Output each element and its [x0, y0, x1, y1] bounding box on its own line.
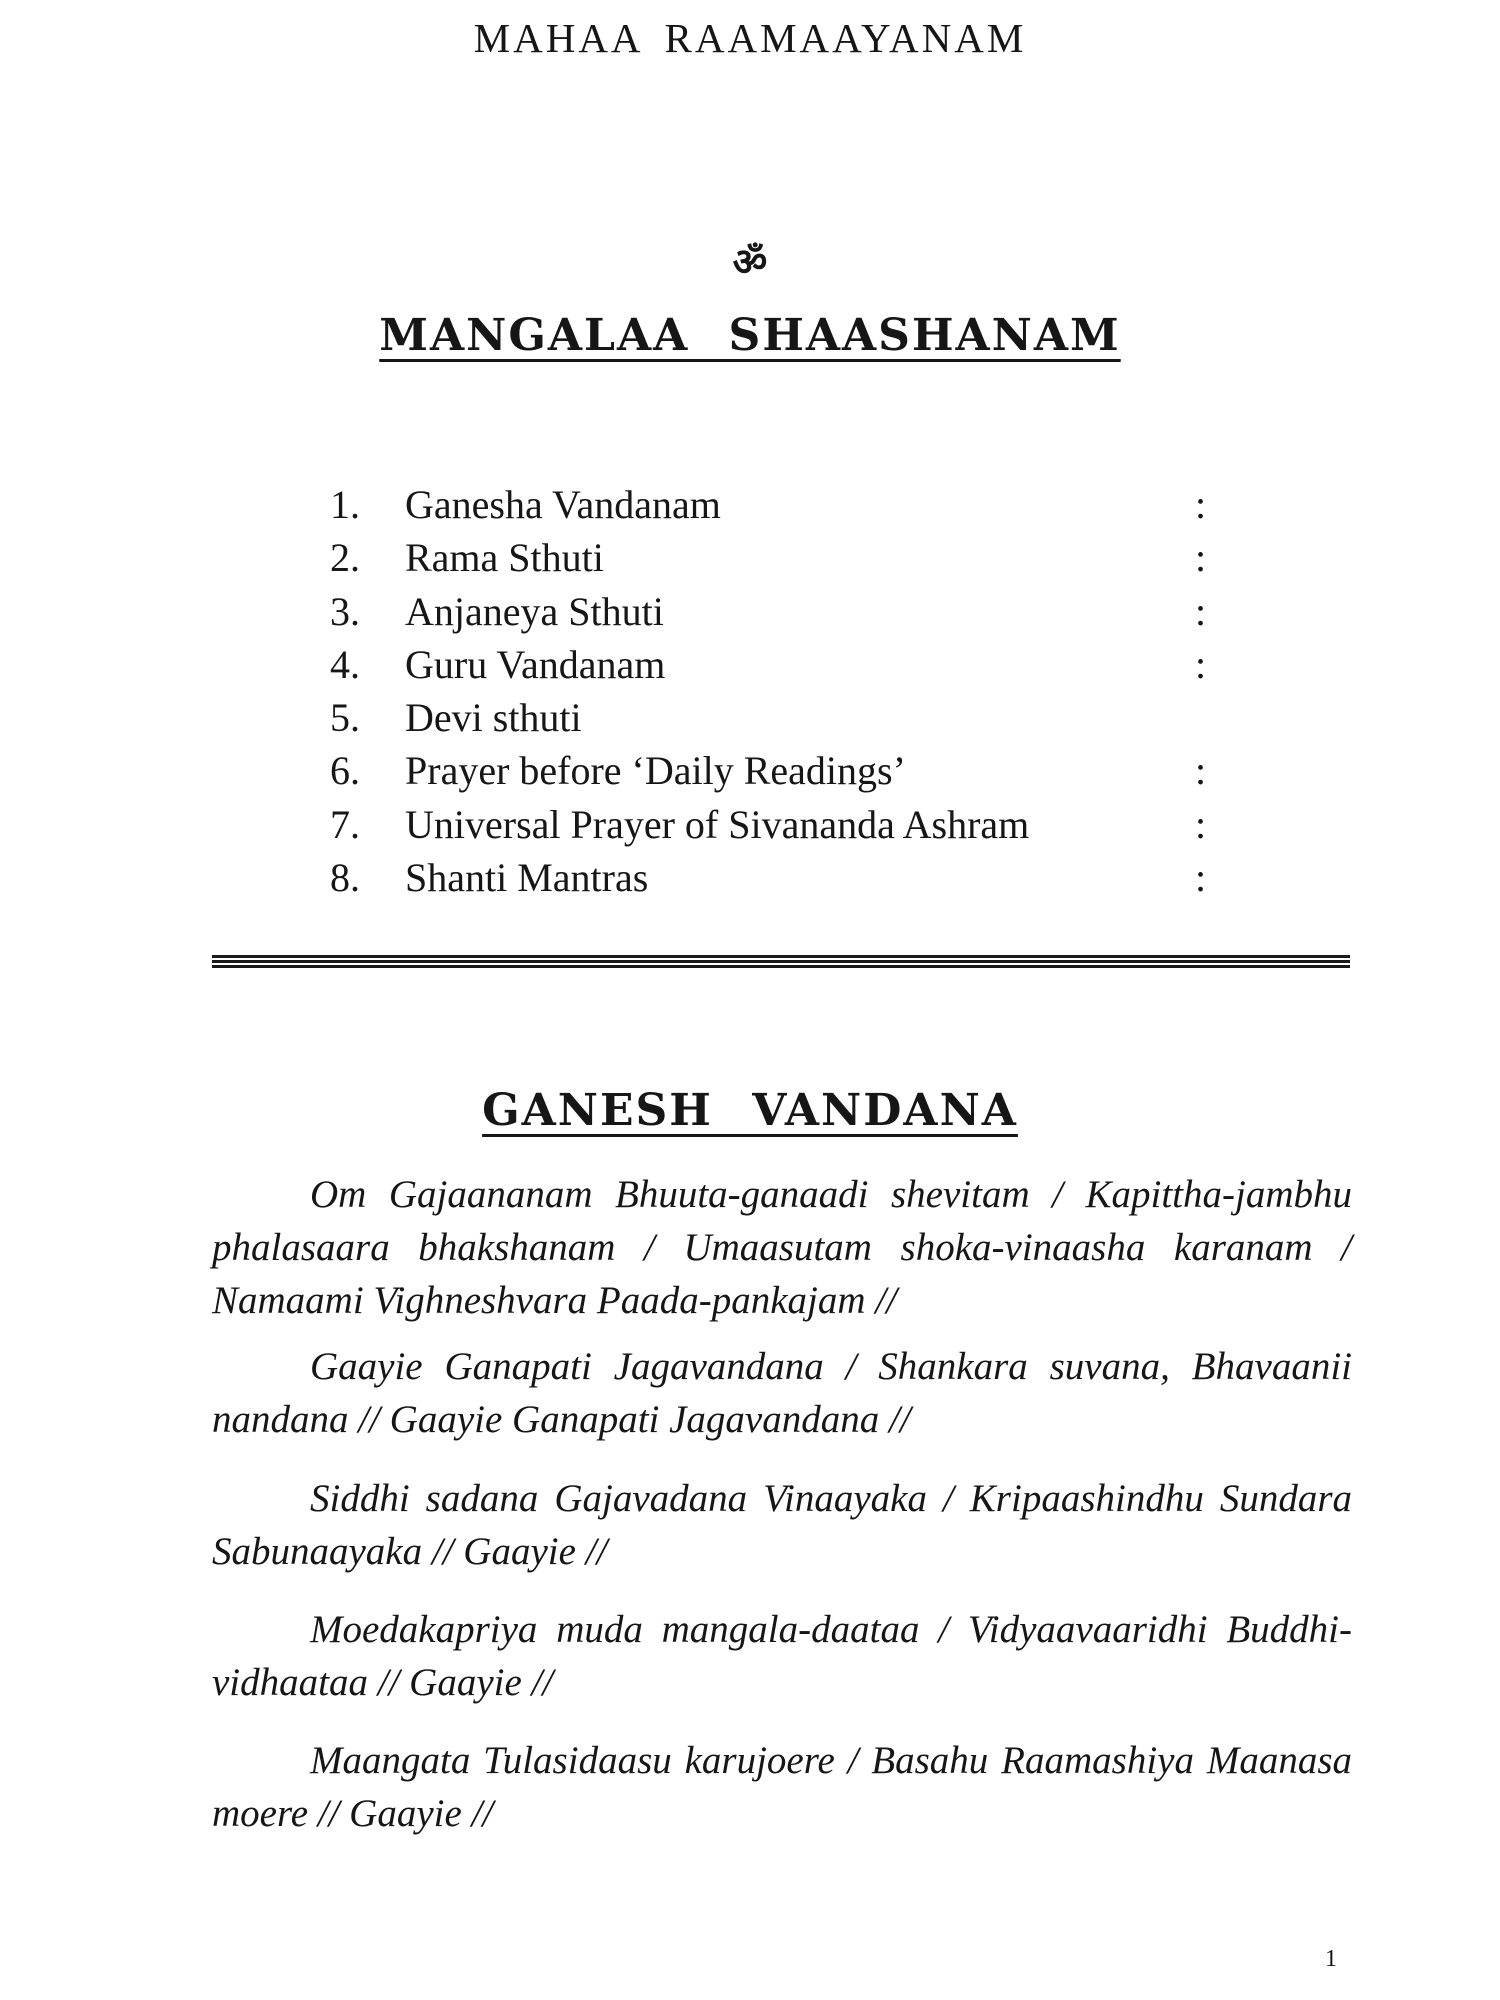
item-colon: :: [1195, 588, 1207, 634]
item-number: 3.: [330, 588, 360, 634]
verse-paragraph: Moedakapriya muda mangala-daataa / Vidyaavaaridhi Buddhi-vidhaataa // Gaayie //: [212, 1608, 1352, 1704]
list-item: [330, 798, 1230, 851]
running-header: MAHAA RAAMAAYANAM: [473, 15, 1027, 61]
section-title-text: GANESH VANDANA: [482, 1085, 1018, 1136]
list-item: [330, 531, 1230, 584]
divider-line: [212, 960, 1350, 963]
item-number: 2.: [330, 535, 360, 581]
item-label: Rama Sthuti: [405, 535, 604, 581]
item-colon: :: [1195, 801, 1207, 847]
section-divider: [212, 955, 1350, 969]
item-number: 5.: [330, 695, 360, 741]
contents-list: [330, 478, 1230, 904]
item-number: 4.: [330, 641, 360, 687]
page-number: 1: [1325, 1946, 1337, 1972]
verse-paragraph: Maangata Tulasidaasu karujoere / Basahu Raamashiya Maanasa moere // Gaayie //: [212, 1739, 1352, 1835]
list-item: [330, 478, 1230, 531]
section-title-ganesh-vandana: [0, 1085, 1500, 1136]
item-label: Anjaneya Sthuti: [405, 588, 664, 634]
item-colon: :: [1195, 855, 1207, 901]
verse-paragraph: Siddhi sadana Gajavadana Vinaayaka / Kripaashindhu Sundara Sabunaayaka // Gaayie //: [212, 1477, 1352, 1573]
section-title-mangalaa-shaashanam: [0, 310, 1500, 361]
item-number: 1.: [330, 482, 360, 527]
om-symbol: ॐ: [732, 242, 768, 284]
section-title-text: MANGALAA SHAASHANAM: [379, 310, 1121, 361]
divider-line: [212, 965, 1350, 968]
divider-line: [212, 955, 1350, 958]
item-label: Shanti Mantras: [405, 855, 649, 901]
item-number: 8.: [330, 855, 360, 901]
item-colon: :: [1195, 535, 1207, 581]
item-label: Ganesha Vandanam: [405, 482, 721, 527]
item-label: Prayer before ‘Daily Readings’: [405, 748, 906, 794]
item-label: Guru Vandanam: [405, 641, 666, 687]
verse-paragraph: Om Gajaananam Bhuuta-ganaadi shevitam / Kapittha-jambhu phalasaara bhakshanam / Umaasutam shoka-vinaasha karanam / Namaami Vighneshvara Paada-pankajam //: [212, 1173, 1352, 1322]
item-label: Devi sthuti: [405, 695, 582, 741]
list-item: [330, 691, 1230, 744]
item-colon: :: [1195, 748, 1207, 794]
verse-paragraph: Gaayie Ganapati Jagavandana / Shankara suvana, Bhavaanii nandana // Gaayie Ganapati Jagavandana //: [212, 1345, 1352, 1441]
item-colon: :: [1195, 482, 1207, 527]
item-number: 6.: [330, 748, 360, 794]
list-item: [330, 851, 1230, 904]
item-number: 7.: [330, 801, 360, 847]
item-label: Universal Prayer of Sivananda Ashram: [405, 801, 1030, 847]
item-colon: :: [1195, 641, 1207, 687]
list-item: [330, 744, 1230, 797]
list-item: [330, 638, 1230, 691]
list-item: [330, 585, 1230, 638]
